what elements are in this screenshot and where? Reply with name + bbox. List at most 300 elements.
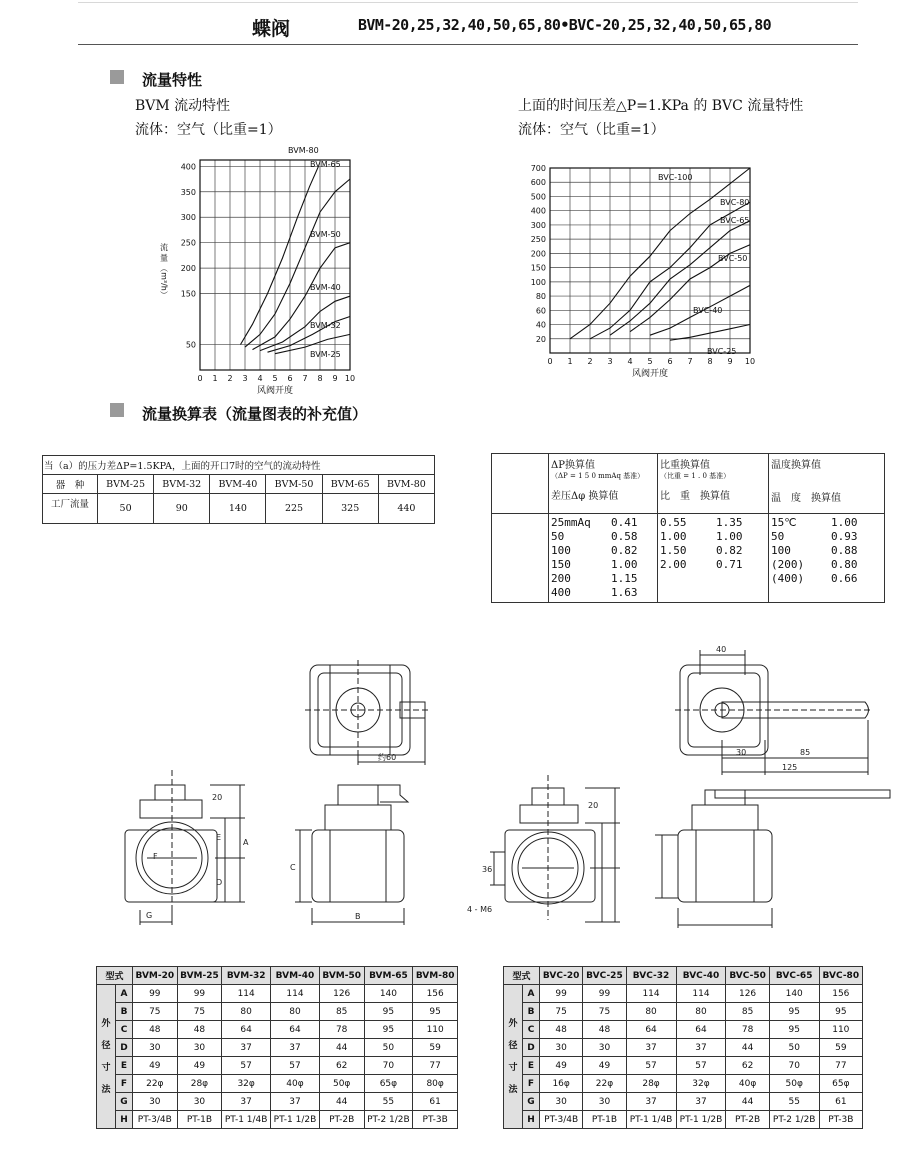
table-row (504, 1057, 863, 1075)
dim-d40: 40 (716, 645, 727, 654)
left-chart-fluid: 流体：空气（比重=1） (135, 122, 282, 138)
conv-row (551, 516, 655, 530)
type-label: 型式 (97, 967, 133, 985)
dim-key: B (523, 1003, 540, 1021)
conv-key: 400 (551, 586, 571, 599)
dim-value: 48 (177, 1021, 222, 1039)
dim-key: G (523, 1093, 540, 1111)
dim-value: 44 (319, 1093, 364, 1111)
left-chart-caption: BVM 流动特性 (135, 98, 231, 114)
dim-label-b: B (355, 912, 361, 921)
conv-key: 2.00 (660, 558, 687, 571)
model-header: BVC-25 (583, 967, 626, 985)
table-row (504, 1075, 863, 1093)
dim-value: 80 (271, 1003, 320, 1021)
y-tick-label: 300 (180, 213, 196, 223)
dim-value: 50φ (769, 1075, 819, 1093)
dim-value: 30 (540, 1093, 583, 1111)
dim-value: 70 (769, 1057, 819, 1075)
dim-value: 95 (413, 1003, 458, 1021)
series-label: BVM-80 (288, 146, 319, 155)
dim-value: 78 (726, 1021, 769, 1039)
dim-value: 59 (819, 1039, 862, 1057)
dim-value: 95 (364, 1003, 413, 1021)
x-tick-label: 2 (227, 374, 233, 383)
x-tick-label: 9 (727, 357, 733, 366)
dim-value: 65φ (819, 1075, 862, 1093)
model-header: BVM-20 (133, 967, 178, 985)
side-label-char: 径 (101, 1040, 111, 1051)
series-label: BVM-40 (310, 283, 341, 292)
dim-d125: 125 (782, 763, 798, 772)
y-tick-label: 500 (530, 192, 546, 202)
dim-value: 110 (413, 1021, 458, 1039)
flow-label: 工厂流量 (43, 494, 98, 524)
conv-key: 50 (771, 530, 785, 543)
dim-value: 37 (271, 1039, 320, 1057)
x-axis-label: 风阀开度 (256, 386, 294, 396)
dim-value: 140 (769, 985, 819, 1003)
dimension-drawings (0, 640, 910, 940)
x-axis-label: 风阀开度 (631, 369, 669, 379)
conversion-table (491, 453, 885, 603)
y-tick-label: 200 (530, 249, 546, 259)
dim-value: PT-1 1/2B (676, 1111, 726, 1129)
y-tick-label: 40 (535, 320, 546, 330)
y-tick-label: 700 (530, 164, 546, 173)
y-tick-label: 300 (530, 220, 546, 230)
x-tick-label: 0 (547, 357, 553, 366)
flow-model: BVM-80 (378, 475, 434, 494)
conv-value: 0.58 (611, 530, 638, 543)
dim-value: 156 (413, 985, 458, 1003)
dim-d60: 约60 (378, 753, 397, 762)
dim-value: 37 (271, 1093, 320, 1111)
dim-value: 64 (271, 1021, 320, 1039)
table-row (504, 1021, 863, 1039)
y-tick-label: 250 (180, 238, 196, 248)
dim-value: 40φ (726, 1075, 769, 1093)
series-label: BVM-65 (310, 160, 341, 169)
dim-value: 99 (177, 985, 222, 1003)
dim-label-d: D (216, 878, 223, 887)
conv-value: 1.15 (611, 572, 638, 585)
table-row (97, 1003, 458, 1021)
model-header: BVC-32 (626, 967, 676, 985)
conv-key: 1.00 (660, 530, 687, 543)
dim-value: PT-2B (319, 1111, 364, 1129)
conv-row (551, 572, 655, 586)
section-marker (110, 70, 124, 84)
conv-row (771, 544, 882, 558)
conv-key: 100 (771, 544, 791, 557)
section-marker (110, 403, 124, 417)
table-row (97, 1093, 458, 1111)
dim-value: 16φ (540, 1075, 583, 1093)
conv-value: 1.00 (716, 530, 743, 543)
flow-value: 140 (210, 494, 266, 524)
model-header: BVC-40 (676, 967, 726, 985)
bvm-dimension-table (96, 966, 458, 1129)
right-chart-caption: 上面的时间压差△P=1.KPa 的 BVC 流量特性 (518, 98, 804, 114)
sg-cols: 比 重 换算值 (660, 491, 730, 502)
dim-value: 70 (364, 1057, 413, 1075)
conv-row (771, 516, 882, 530)
dim-value: PT-1B (177, 1111, 222, 1129)
conv-value: 1.35 (716, 516, 743, 529)
dim-value: 95 (769, 1021, 819, 1039)
conv-row (660, 530, 766, 544)
dim-value: 61 (413, 1093, 458, 1111)
conv-value: 0.82 (716, 544, 743, 557)
type-label: 型式 (504, 967, 540, 985)
conv-row (771, 558, 882, 572)
dim-value: 99 (540, 985, 583, 1003)
y-tick-label: 60 (535, 306, 546, 316)
series-label: BVC-50 (718, 254, 748, 263)
dim-d85: 85 (800, 748, 811, 757)
dim-key: H (523, 1111, 540, 1129)
dim-key: D (523, 1039, 540, 1057)
conv-value: 0.93 (831, 530, 858, 543)
model-header: BVM-65 (364, 967, 413, 985)
dim-value: 114 (676, 985, 726, 1003)
table-row (504, 1111, 863, 1129)
dim-value: 40φ (271, 1075, 320, 1093)
model-header: BVC-65 (769, 967, 819, 985)
flow-value: 440 (378, 494, 434, 524)
series-label: BVC-80 (720, 198, 750, 207)
side-label-char: 外 (101, 1018, 111, 1029)
dim-value: 99 (133, 985, 178, 1003)
side-label-char: 法 (508, 1084, 518, 1095)
sg-header: 比重换算值 (660, 460, 710, 471)
dim-value: 59 (413, 1039, 458, 1057)
conv-row (551, 544, 655, 558)
dim-value: 85 (726, 1003, 769, 1021)
x-tick-label: 9 (332, 374, 338, 383)
dim-value: 62 (319, 1057, 364, 1075)
dim-value: 77 (413, 1057, 458, 1075)
conv-value: 0.66 (831, 572, 858, 585)
x-tick-label: 10 (744, 357, 756, 366)
dim-value: 61 (819, 1093, 862, 1111)
dim-value: 30 (540, 1039, 583, 1057)
table-row (97, 1057, 458, 1075)
dim-value: 48 (133, 1021, 178, 1039)
model-header: BVM-32 (222, 967, 271, 985)
dim-label-g: G (146, 911, 153, 920)
table-row (97, 985, 458, 1003)
dim-value: PT-3B (413, 1111, 458, 1129)
dim-value: 110 (819, 1021, 862, 1039)
dim-value: 77 (819, 1057, 862, 1075)
dim-value: 156 (819, 985, 862, 1003)
conv-key: 100 (551, 544, 571, 557)
x-tick-label: 8 (317, 374, 323, 383)
y-tick-label: 50 (185, 340, 196, 350)
x-tick-label: 3 (607, 357, 613, 366)
series-label: BVC-40 (693, 306, 723, 315)
dim-label-c: C (290, 863, 296, 872)
flow-table-caption: 当（a）的压力差ΔP=1.5KPA，上面的开口7时的空气的流动特性 (43, 456, 435, 475)
x-tick-label: 5 (647, 357, 653, 366)
conv-value: 0.88 (831, 544, 858, 557)
side-label-char: 寸 (101, 1062, 111, 1073)
section-title-conversion: 流量换算表（流量图表的补充值） (142, 405, 368, 423)
dim-d20b: 20 (588, 801, 599, 810)
dim-value: 80 (676, 1003, 726, 1021)
dim-value: 114 (222, 985, 271, 1003)
x-tick-label: 7 (687, 357, 693, 366)
dim-key: E (116, 1057, 133, 1075)
side-label-char: 法 (101, 1084, 111, 1095)
conv-key: 25mmAq (551, 516, 591, 529)
dim-key: D (116, 1039, 133, 1057)
dim-value: 64 (676, 1021, 726, 1039)
model-header: BVC-80 (819, 967, 862, 985)
dp-header: ΔP换算值 (551, 460, 595, 471)
side-label (97, 985, 116, 1129)
dim-value: 49 (133, 1057, 178, 1075)
conv-row (660, 558, 766, 572)
dim-value: 37 (222, 1039, 271, 1057)
conv-row (551, 586, 655, 600)
dim-value: 50φ (319, 1075, 364, 1093)
page-title: 蝶阀 (252, 18, 291, 40)
y-tick-label: 150 (530, 263, 546, 273)
series-line-bvm-50 (253, 243, 351, 350)
bvc-flow-chart (515, 158, 775, 398)
conv-row (660, 516, 766, 530)
header-rule (78, 44, 858, 45)
series-label: BVM-32 (310, 321, 341, 330)
section-title-flow: 流量特性 (142, 71, 203, 89)
y-tick-label: 600 (530, 178, 546, 188)
model-header: BVC-50 (726, 967, 769, 985)
dim-value: 37 (626, 1093, 676, 1111)
dim-key: F (116, 1075, 133, 1093)
bvm-front-view (125, 770, 245, 925)
conv-value: 0.80 (831, 558, 858, 571)
dim-value: 95 (819, 1003, 862, 1021)
y-tick-label: 150 (180, 289, 196, 299)
side-label-char: 径 (508, 1040, 518, 1051)
conv-key: 1.50 (660, 544, 687, 557)
dim-value: 78 (319, 1021, 364, 1039)
x-tick-label: 8 (707, 357, 713, 366)
bvm-flow-chart (150, 145, 370, 400)
dim-d30: 30 (736, 748, 747, 757)
y-tick-label: 100 (530, 277, 546, 287)
flow-value: 90 (154, 494, 210, 524)
dim-value: PT-2 1/2B (769, 1111, 819, 1129)
y-tick-label: 400 (180, 162, 196, 172)
table-row (97, 1111, 458, 1129)
dim-value: 57 (222, 1057, 271, 1075)
dim-value: PT-3B (819, 1111, 862, 1129)
dim-value: PT-2 1/2B (364, 1111, 413, 1129)
dim-value: 55 (364, 1093, 413, 1111)
conv-key: 50 (551, 530, 565, 543)
dim-key: B (116, 1003, 133, 1021)
dim-value: PT-1B (583, 1111, 626, 1129)
conv-value: 0.71 (716, 558, 743, 571)
x-tick-label: 10 (344, 374, 356, 383)
temp-cols: 温 度 换算值 (771, 493, 841, 504)
conv-value: 0.82 (611, 544, 638, 557)
dim-value: 28φ (177, 1075, 222, 1093)
dim-value: 32φ (676, 1075, 726, 1093)
dim-value: 30 (583, 1039, 626, 1057)
model-header: BVC-20 (540, 967, 583, 985)
bvc-front-view (490, 775, 620, 922)
conv-key: 0.55 (660, 516, 687, 529)
series-label: BVC-65 (720, 216, 750, 225)
flow-model: BVM-25 (98, 475, 154, 494)
sg-header-sub: （比重 = 1 . 0 基准） (660, 472, 731, 480)
model-header: BVM-50 (319, 967, 364, 985)
table-row (97, 1075, 458, 1093)
dim-value: 37 (676, 1039, 726, 1057)
x-tick-label: 0 (197, 374, 203, 383)
conv-value: 1.00 (611, 558, 638, 571)
dim-value: 37 (626, 1039, 676, 1057)
dim-value: 32φ (222, 1075, 271, 1093)
x-tick-label: 3 (242, 374, 248, 383)
table-row (97, 1021, 458, 1039)
conv-key: 200 (551, 572, 571, 585)
table-row (504, 985, 863, 1003)
table-row (504, 1093, 863, 1111)
dim-key: F (523, 1075, 540, 1093)
dim-value: 75 (583, 1003, 626, 1021)
conv-row (660, 544, 766, 558)
dim-key: H (116, 1111, 133, 1129)
dim-value: 85 (319, 1003, 364, 1021)
dim-value: 22φ (133, 1075, 178, 1093)
flow-model: BVM-40 (210, 475, 266, 494)
series-label: BVC-25 (707, 347, 737, 356)
dim-value: 140 (364, 985, 413, 1003)
dim-value: 44 (726, 1093, 769, 1111)
dim-value: 80 (222, 1003, 271, 1021)
conv-row (551, 530, 655, 544)
dim-value: 50 (769, 1039, 819, 1057)
table-row (504, 1039, 863, 1057)
dim-value: 75 (540, 1003, 583, 1021)
series-label: BVC-100 (658, 173, 693, 182)
dim-value: 49 (177, 1057, 222, 1075)
dim-value: 50 (364, 1039, 413, 1057)
dim-value: 114 (626, 985, 676, 1003)
dim-value: 22φ (583, 1075, 626, 1093)
table-row (97, 1039, 458, 1057)
dim-value: 30 (133, 1093, 178, 1111)
series-label: BVM-25 (310, 350, 341, 359)
dim-value: 80 (626, 1003, 676, 1021)
dim-value: 57 (626, 1057, 676, 1075)
dim-value: 37 (676, 1093, 726, 1111)
conv-row (551, 558, 655, 572)
y-tick-label: 400 (530, 206, 546, 216)
y-tick-label: 250 (530, 235, 546, 245)
dim-value: 75 (133, 1003, 178, 1021)
temp-header: 温度换算值 (771, 460, 821, 471)
series-line-bvm-80 (241, 166, 319, 344)
dim-key: G (116, 1093, 133, 1111)
model-header: BVM-40 (271, 967, 320, 985)
dim-value: 49 (540, 1057, 583, 1075)
dim-value: 30 (177, 1093, 222, 1111)
conv-value: 1.00 (831, 516, 858, 529)
dim-label-f: F (153, 852, 158, 861)
flow-model: BVM-32 (154, 475, 210, 494)
dim-value: PT-1 1/4B (626, 1111, 676, 1129)
dim-d20a: 20 (212, 793, 223, 802)
flow-model: BVM-50 (266, 475, 322, 494)
conv-key: (400) (771, 572, 805, 585)
dim-value: 80φ (413, 1075, 458, 1093)
dim-value: 30 (133, 1039, 178, 1057)
header-top-line (78, 2, 858, 3)
dim-value: 48 (583, 1021, 626, 1039)
side-label (504, 985, 523, 1129)
flow-table (42, 455, 435, 524)
dim-value: PT-2B (726, 1111, 769, 1129)
dim-value: 64 (222, 1021, 271, 1039)
conv-key: 150 (551, 558, 571, 571)
conv-row (771, 572, 882, 586)
dim-value: 57 (271, 1057, 320, 1075)
dim-d36: 36 (482, 865, 493, 874)
conv-key: (200) (771, 558, 805, 571)
dim-value: 95 (364, 1021, 413, 1039)
model-list: BVM-20,25,32,40,50,65,80•BVC-20,25,32,40,50,65,80 (358, 16, 772, 34)
dim-value: 62 (726, 1057, 769, 1075)
dim-value: 65φ (364, 1075, 413, 1093)
dim-label-e: E (216, 833, 222, 842)
dim-value: 55 (769, 1093, 819, 1111)
dim-value: 37 (222, 1093, 271, 1111)
dp-cols: 差压Δφ 换算值 (551, 491, 619, 502)
y-tick-label: 20 (535, 334, 546, 344)
x-tick-label: 2 (587, 357, 593, 366)
y-tick-label: 200 (180, 264, 196, 274)
series-label: BVM-50 (310, 230, 341, 239)
x-tick-label: 4 (627, 357, 633, 366)
dp-header-sub: （ΔP = 1 5 0 mmAq 基准） (551, 472, 645, 480)
y-tick-label: 350 (180, 187, 196, 197)
x-tick-label: 1 (567, 357, 573, 366)
dim-value: 48 (540, 1021, 583, 1039)
y-axis-label: 流 量 （m³/h） (159, 243, 169, 299)
side-label-char: 外 (508, 1018, 518, 1029)
x-tick-label: 6 (287, 374, 293, 383)
model-header: BVM-25 (177, 967, 222, 985)
dim-m6: 4 - M6 (467, 905, 493, 914)
flow-value: 50 (98, 494, 154, 524)
dim-value: 30 (583, 1093, 626, 1111)
dim-value: PT-1 1/4B (222, 1111, 271, 1129)
bvm-top-view (305, 660, 430, 765)
dim-value: PT-3/4B (133, 1111, 178, 1129)
flow-value: 325 (322, 494, 378, 524)
conv-value: 0.41 (611, 516, 638, 529)
model-header: BVM-80 (413, 967, 458, 985)
dim-value: PT-3/4B (540, 1111, 583, 1129)
x-tick-label: 6 (667, 357, 673, 366)
